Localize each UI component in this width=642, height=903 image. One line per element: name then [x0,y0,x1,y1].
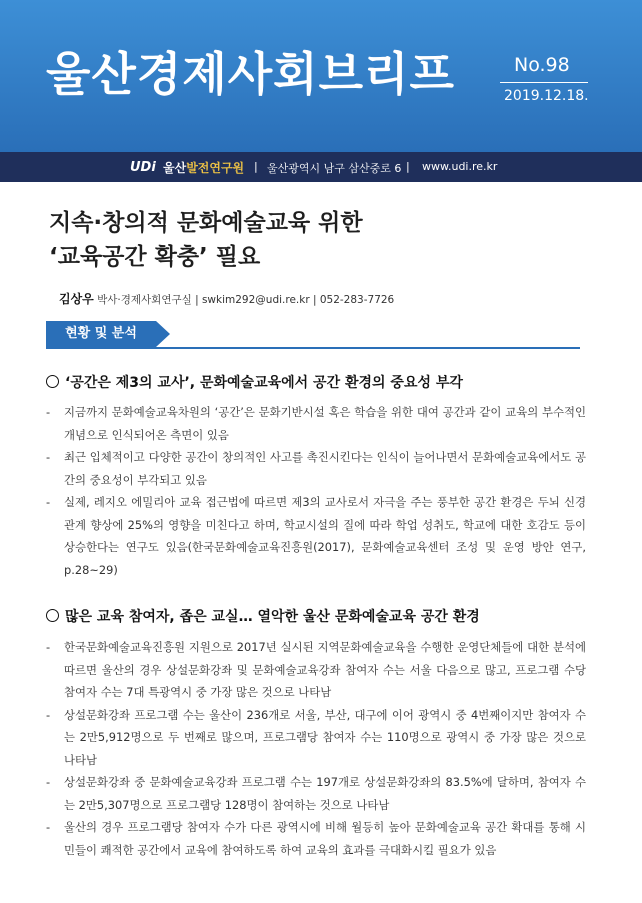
author-name: 김상우 [59,292,94,306]
author-info: 박사·경제사회연구실 | swkim292@udi.re.kr | 052-283-7726 [97,294,395,306]
list-item-text: 한국문화예술교육진흥원 지원으로 2017년 실시된 지역문화예술교육을 수행한 운영단체들에 대한 분석에 따르면 울산의 경우 상설문화강좌 및 문화예술교육강좌 참여자 수는 서울 다음으로 많고, 프로그램 수당 참여자 수는 7대 특광역시 중 가장 많은 것으로 나타남 [64,640,586,699]
article-title-line-2: ‘교육공간 확충’ 필요 [49,244,261,270]
udi-logo-icon: UDi [130,160,156,175]
section-header [46,321,580,349]
circle-bullet-icon [46,609,59,622]
subsection-heading-text: ‘공간은 제3의 교사’, 문화예술교육에서 공간 환경의 중요성 부각 [65,375,463,391]
dash-bullet: - [46,450,51,464]
list-item [46,771,586,816]
subsection-heading-text: 많은 교육 참여자, 좁은 교실… 열악한 울산 문화예술교육 공간 환경 [65,609,480,625]
separator: | [254,160,258,173]
subsection-heading-2 [46,606,480,626]
website-link[interactable]: www.udi.re.kr [422,160,498,173]
list-item [46,491,586,581]
issue-divider [500,82,588,83]
byline [59,290,394,307]
publisher-name-ulsan: 울산 [163,161,187,175]
list-item [46,816,586,861]
dash-bullet: - [46,405,51,419]
issue-date: 2019.12.18. [504,88,589,104]
dash-bullet: - [46,820,51,834]
list-item-text: 최근 입체적이고 다양한 공간이 창의적인 사고를 촉진시킨다는 인식이 늘어나면서 문화예술교육에서도 공간의 중요성이 부각되고 있음 [64,450,586,487]
list-item [46,446,586,491]
list-item [46,636,586,704]
dash-bullet: - [46,495,51,509]
separator: | [406,160,410,173]
bullet-list-1 [46,401,586,581]
list-item-text: 실제, 레지오 에밀리아 교육 접근법에 따르면 제3의 교사로서 자극을 주는 풍부한 공간 환경은 두뇌 신경 관계 향상에 25%의 영향을 미친다고 하며, 학교시설의 질에 따라 학업 성취도, 학교에 대한 호감도 등이 상승한다는 연구도 있음(한국문화예술교육진흥원(2017), 문화예술교육센터 조성 및 운영 방안 연구, p.28~29) [64,495,586,577]
publisher-name [163,159,244,176]
list-item [46,704,586,772]
section-tab-label: 현황 및 분석 [46,321,156,347]
newsletter-header [0,0,642,152]
dash-bullet: - [46,707,51,722]
list-item-text: 지금까지 문화예술교육차원의 ‘공간’은 문화기반시설 혹은 학습을 위한 대여 공간과 같이 교육의 부수적인 개념으로 인식되어온 측면이 있음 [64,405,586,442]
list-item-text: 상설문화강좌 중 문화예술교육강좌 프로그램 수는 197개로 상설문화강좌의 83.5%에 달하며, 참여자 수는 2만5,307명으로 프로그램당 128명이 참여하는 것으로 나타남 [64,775,586,812]
list-item-text: 울산의 경우 프로그램당 참여자 수가 다른 광역시에 비해 월등히 높아 문화예술교육 공간 확대를 통해 시민들이 쾌적한 공간에서 교육에 참여하도록 하여 교육의 효과를 극대화시킬 필요가 있음 [64,820,586,857]
subsection-heading-1 [46,372,463,392]
publisher-info-bar [0,152,642,182]
dash-bullet: - [46,775,51,789]
article-title [49,206,363,274]
list-item [46,401,586,446]
publisher-name-institute: 발전연구원 [186,161,245,175]
list-item-text: 상설문화강좌 프로그램 수는 울산이 236개로 서울, 부산, 대구에 이어 광역시 중 4번째이지만 참여자 수는 2만5,912명으로 두 번째로 많으며, 프로그램당 참여자 수는 110명으로 광역시 중 가장 많은 것으로 나타남 [64,707,586,767]
brand-title: 울산경제사회브리프 [46,47,455,101]
article-title-line-1: 지속·창의적 문화예술교육 위한 [49,210,363,236]
circle-bullet-icon [46,375,59,388]
issue-number: No.98 [514,54,570,76]
dash-bullet: - [46,640,51,654]
bullet-list-2 [46,636,586,861]
publisher-address: 울산광역시 남구 삼산중로 6 [267,162,402,175]
